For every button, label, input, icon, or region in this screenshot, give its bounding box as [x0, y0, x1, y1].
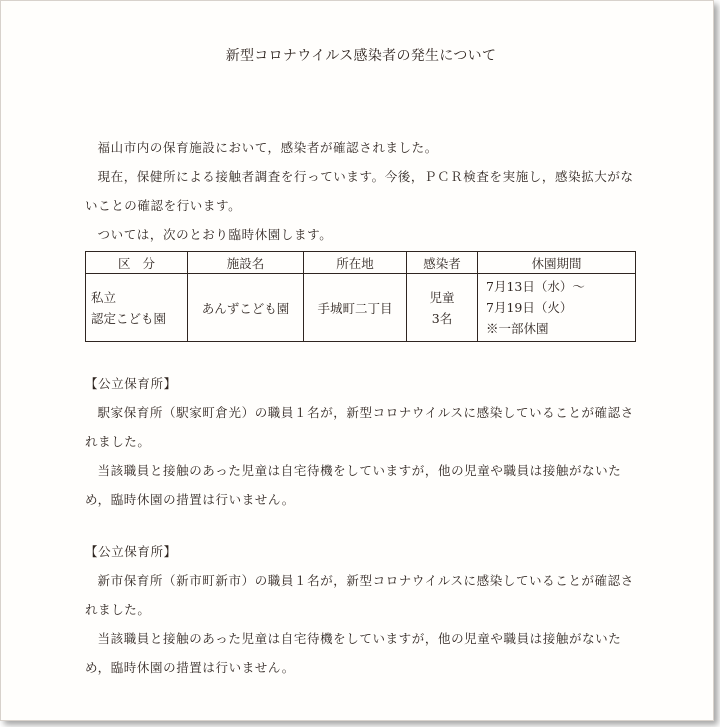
section-heading-2: 【公立保育所】: [85, 544, 177, 559]
header-period: 休園期間: [478, 252, 636, 274]
cell-category: 私立 認定こども園: [86, 274, 188, 342]
header-facility: 施設名: [188, 252, 304, 274]
section-heading-1: 【公立保育所】: [85, 376, 177, 391]
section-note-2: 当該職員と接触のあった児童は自宅待機をしていますが，他の児童や職員は接触がないため，臨時休園の措置は行いません。: [85, 631, 622, 675]
cell-facility: あんずこども園: [188, 274, 304, 342]
cell-period: 7月13日（水）～ 7月19日（火） ※一部休園: [478, 274, 636, 342]
closure-table: [85, 251, 636, 342]
cell-infected: 児童 3名: [407, 274, 478, 342]
header-infected: 感染者: [407, 252, 478, 274]
table-row: [86, 274, 636, 342]
cell-location: 手城町二丁目: [304, 274, 407, 342]
section-note-1: 当該職員と接触のあった児童は自宅待機をしていますが，他の児童や職員は接触がないため，臨時休園の措置は行いません。: [85, 463, 622, 507]
section-body-2: 新市保育所（新市町新市）の職員１名が，新型コロナウイルスに感染していることが確認されました。: [85, 573, 634, 617]
table-header-row: [86, 252, 636, 274]
header-location: 所在地: [304, 252, 407, 274]
intro-paragraph-3: ついては，次のとおり臨時休園します。: [97, 227, 333, 242]
intro-paragraph-2: 現在，保健所による接触者調査を行っています。今後，ＰＣＲ検査を実施し，感染拡大がないことの確認を行います。: [85, 169, 634, 213]
section-body-1: 駅家保育所（駅家町倉光）の職員１名が，新型コロナウイルスに感染していることが確認されました。: [85, 405, 634, 449]
intro-paragraph-1: 福山市内の保育施設において，感染者が確認されました。: [97, 140, 438, 155]
document-title: 新型コロナウイルス感染者の発生について: [225, 48, 497, 64]
header-category: 区分: [86, 252, 188, 274]
